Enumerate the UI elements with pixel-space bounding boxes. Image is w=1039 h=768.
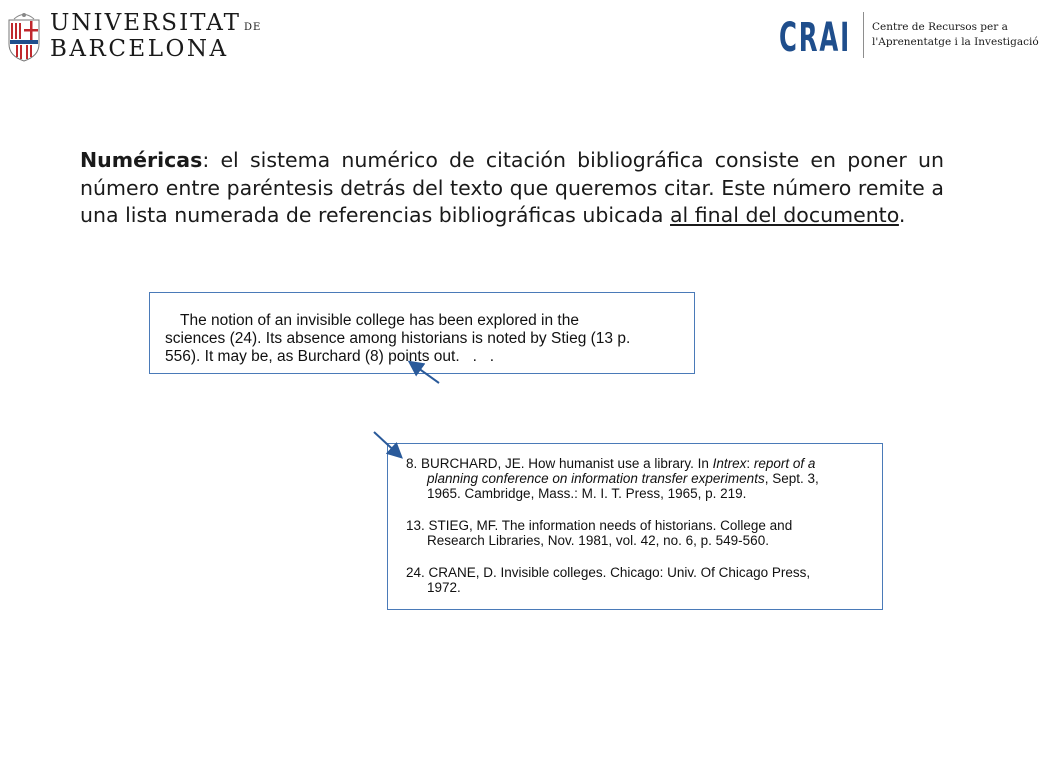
crai-caption-line1: Centre de Recursos per a xyxy=(872,21,1008,33)
crai-caption-line2: l'Aprenentatge i la Investigació xyxy=(872,36,1039,48)
quote-line-3: 556). It may be, as Burchard (8) points out. . . xyxy=(165,348,495,365)
reference-continuation: 1972. xyxy=(427,580,461,595)
reference-continuation: 1965. Cambridge, Mass.: M. I. T. Press, 1965, p. 219. xyxy=(427,486,747,501)
university-name-de: DE xyxy=(243,21,262,33)
reference-italic: report of a xyxy=(753,456,816,471)
reference-text: 8. BURCHARD, JE. How humanist use a library. In xyxy=(406,456,713,471)
paragraph-term: Numéricas xyxy=(80,148,203,172)
quote-line-2: sciences (24). Its absence among historians is noted by Stieg (13 p. xyxy=(165,330,631,347)
university-name-line1: UNIVERSITAT xyxy=(50,9,241,36)
svg-text:CRAI: CRAI xyxy=(779,15,851,61)
paragraph-underlined: al final del documento xyxy=(670,203,899,227)
paragraph-body: : el sistema numérico de citación bibliográfica consiste en poner un número entre paréntesis detrás del texto que queremos citar. Este número remite a una lista numerada de referencias bibliográficas ubicada xyxy=(80,148,944,227)
arrow-to-quote-icon xyxy=(411,363,439,383)
arrow-to-reference-icon xyxy=(374,432,400,456)
reference-italic: planning conference on information transfer experiments xyxy=(427,471,765,486)
paragraph-end: . xyxy=(898,203,906,227)
reference-text: : xyxy=(746,456,754,471)
reference-italic: Intrex xyxy=(712,456,747,471)
university-name-line2: BARCELONA xyxy=(50,35,229,62)
reference-text: 24. CRANE, D. Invisible colleges. Chicago: Univ. Of Chicago Press, xyxy=(406,565,811,580)
reference-text: , Sept. 3, xyxy=(764,471,819,486)
reference-continuation: Research Libraries, Nov. 1981, vol. 42, no. 6, p. 549-560. xyxy=(427,533,769,548)
reference-text: 13. STIEG, MF. The information needs of historians. College and xyxy=(406,518,793,533)
quote-line-1: The notion of an invisible college has been explored in the xyxy=(180,312,579,329)
